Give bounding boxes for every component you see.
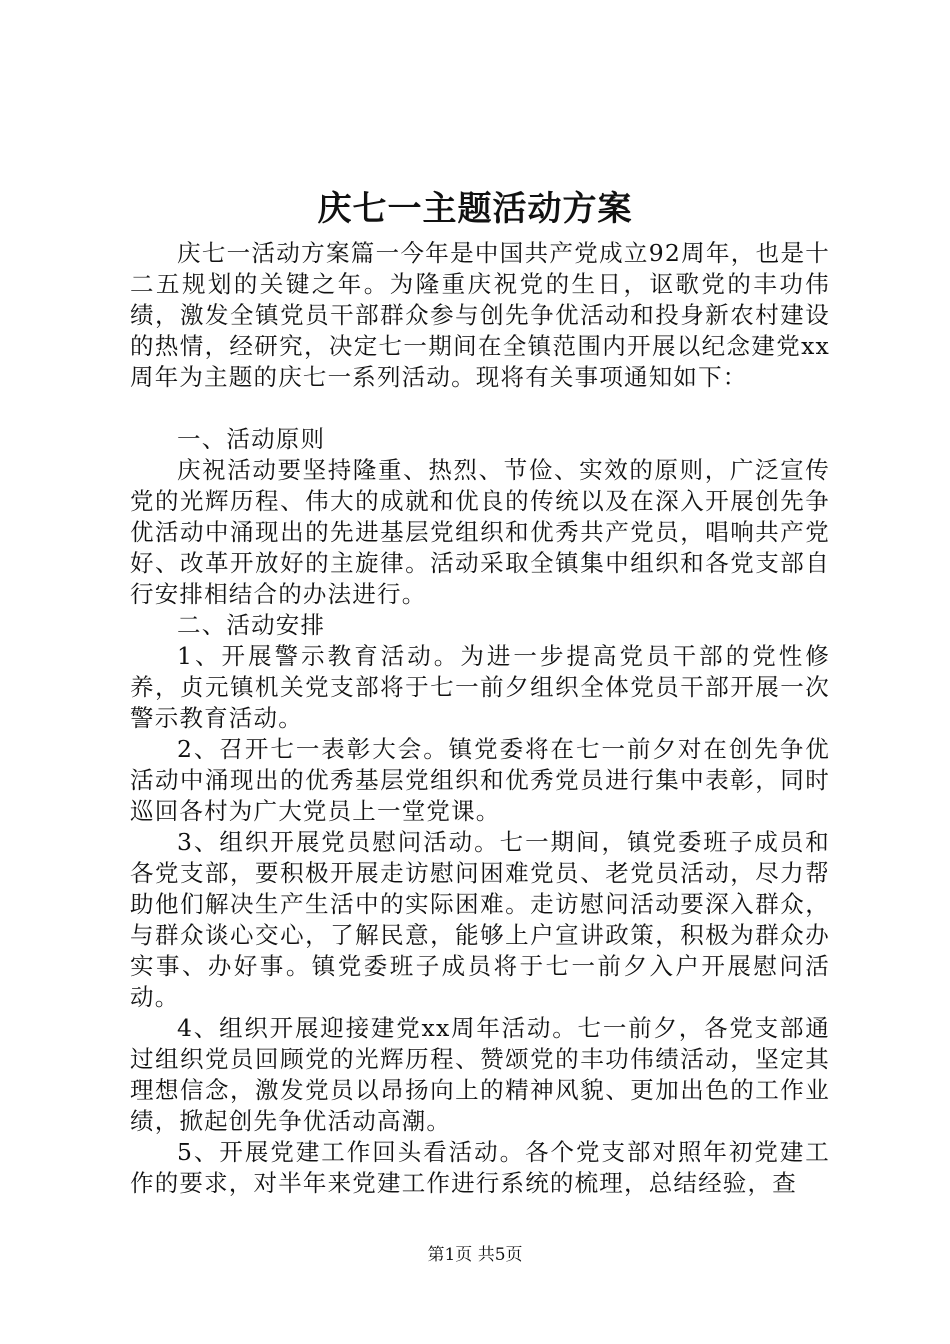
page-number-footer: 第1页 共5页	[427, 1245, 523, 1265]
arrangement-item-3: 3、组织开展党员慰问活动。七一期间，镇党委班子成员和各党支部，要积极开展走访慰问困难党员、老党员活动，尽力帮助他们解决生产生活中的实际困难。走访慰问活动要深入群众，与群众谈心交心，了解民意，能够上户宣讲政策，积极为群众办实事、办好事。镇党委班子成员将于七一前夕入户开展慰问活动。	[130, 828, 830, 1011]
section-heading-principles: 一、活动原则	[177, 425, 326, 453]
arrangement-item-1: 1、开展警示教育活动。为进一步提高党员干部的党性修养，贞元镇机关党支部将于七一前夕组织全体党员干部开展一次警示教育活动。	[130, 642, 830, 732]
document-body	[130, 238, 830, 1199]
arrangement-item-2: 2、召开七一表彰大会。镇党委将在七一前夕对在创先争优活动中涌现出的优秀基层党组织和优秀党员进行集中表彰，同时巡回各村为广大党员上一堂党课。	[130, 735, 830, 825]
paragraph-gap	[130, 393, 830, 424]
arrangement-item-5: 5、开展党建工作回头看活动。各个党支部对照年初党建工作的要求，对半年来党建工作进行系统的梳理，总结经验，查	[130, 1138, 830, 1197]
arrangement-item-4: 4、组织开展迎接建党xx周年活动。七一前夕，各党支部通过组织党员回顾党的光辉历程、赞颂党的丰功伟绩活动，坚定其理想信念，激发党员以昂扬向上的精神风貌、更加出色的工作业绩，掀起创先争优活动高潮。	[130, 1014, 830, 1135]
section-heading-arrangements: 二、活动安排	[177, 611, 326, 639]
principles-paragraph: 庆祝活动要坚持隆重、热烈、节俭、实效的原则，广泛宣传党的光辉历程、伟大的成就和优良的传统以及在深入开展创先争优活动中涌现出的先进基层党组织和优秀共产党员，唱响共产党好、改革开放好的主旋律。活动采取全镇集中组织和各党支部自行安排相结合的办法进行。	[130, 456, 830, 608]
intro-paragraph: 庆七一活动方案篇一今年是中国共产党成立92周年，也是十二五规划的关键之年。为隆重庆祝党的生日，讴歌党的丰功伟绩，激发全镇党员干部群众参与创先争优活动和投身新农村建设的热情，经研究，决定七一期间在全镇范围内开展以纪念建党xx周年为主题的庆七一系列活动。现将有关事项通知如下：	[130, 239, 830, 391]
document-title: 庆七一主题活动方案	[317, 189, 633, 229]
